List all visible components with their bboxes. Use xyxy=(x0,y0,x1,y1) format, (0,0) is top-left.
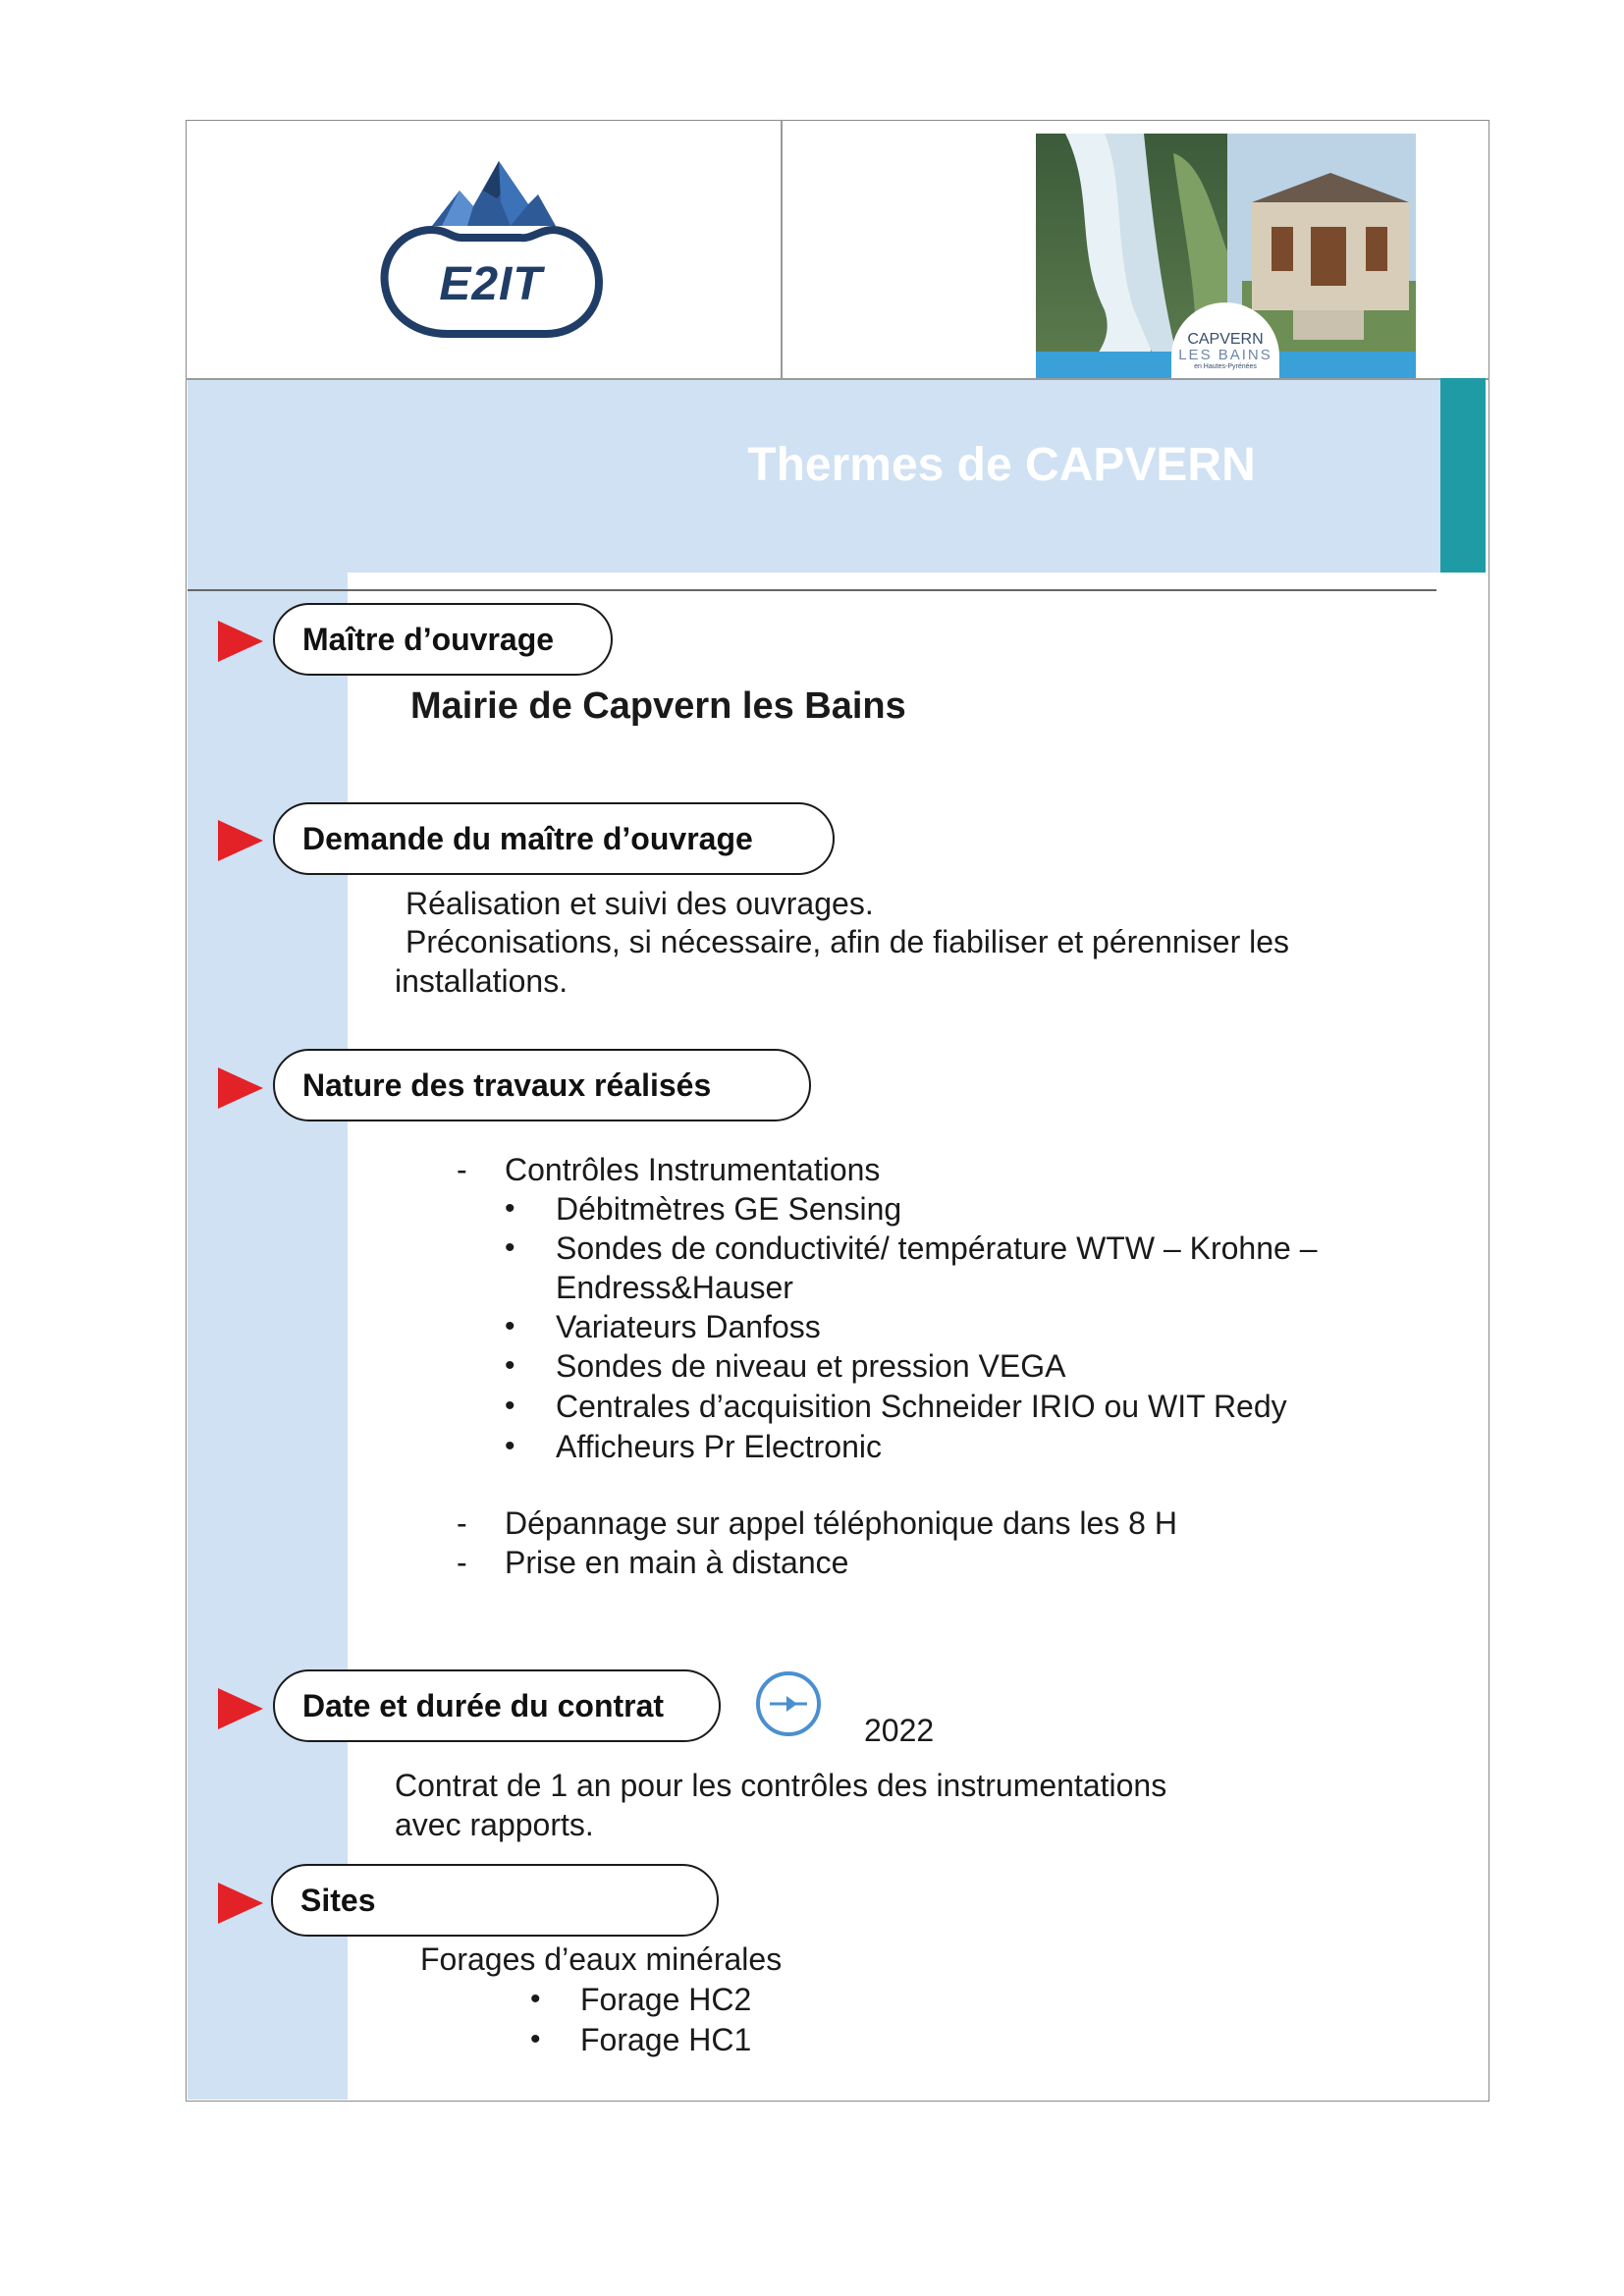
demande-line-1: Réalisation et suivi des ouvrages. xyxy=(406,886,874,921)
site-item: Forage HC2 xyxy=(580,1982,752,2017)
demande-line-2: Préconisations, si nécessaire, afin de fiabiliser et pérenniser les xyxy=(406,924,1290,959)
section-maitre-label: Maître d’ouvrage xyxy=(273,603,613,676)
arrow-circle-icon xyxy=(754,1669,823,1738)
list-bullet: • xyxy=(505,1310,515,1342)
section-rule xyxy=(188,589,1436,591)
nature-subitem: Débitmètres GE Sensing xyxy=(556,1191,902,1227)
nature-subitem: Sondes de conductivité/ température WTW – Krohne – xyxy=(556,1230,1318,1266)
nature-subitem: Afficheurs Pr Electronic xyxy=(556,1429,882,1464)
site-item: Forage HC1 xyxy=(580,2022,752,2057)
date-line-2: avec rapports. xyxy=(395,1807,594,1842)
section-date-label: Date et durée du contrat xyxy=(273,1669,721,1742)
section-marker-arrow xyxy=(218,1688,263,1729)
list-dash: - xyxy=(457,1505,467,1541)
nature-item-2: Dépannage sur appel téléphonique dans les 8 H xyxy=(505,1505,1177,1541)
list-bullet: • xyxy=(505,1349,515,1382)
e2it-logo xyxy=(373,147,609,354)
section-marker-arrow xyxy=(218,1067,263,1109)
sites-heading: Forages d’eaux minérales xyxy=(420,1941,783,1977)
nature-subitem: Centrales d’acquisition Schneider IRIO ou WIT Redy xyxy=(556,1389,1287,1424)
nature-item-3: Prise en main à distance xyxy=(505,1545,849,1580)
title-band-accent xyxy=(1440,378,1486,573)
list-bullet: • xyxy=(505,1430,515,1462)
nature-subitem: Variateurs Danfoss xyxy=(556,1309,821,1344)
contract-year: 2022 xyxy=(864,1713,935,1748)
list-bullet: • xyxy=(530,2023,541,2055)
nature-subitem-continued: Endress&Hauser xyxy=(556,1270,793,1305)
date-line-1: Contrat de 1 an pour les contrôles des instrumentations xyxy=(395,1768,1167,1803)
nature-item-1: Contrôles Instrumentations xyxy=(505,1152,881,1187)
mountain-cloud-icon xyxy=(373,147,609,354)
maitre-value: Mairie de Capvern les Bains xyxy=(410,685,906,727)
nature-subitem: Sondes de niveau et pression VEGA xyxy=(556,1348,1066,1384)
header-divider xyxy=(781,120,783,378)
list-bullet: • xyxy=(505,1192,515,1225)
logo-text: E2IT xyxy=(439,258,543,310)
badge-line-2: LES BAINS xyxy=(1178,347,1272,363)
section-sites-label: Sites xyxy=(271,1864,719,1937)
page-title: Thermes de CAPVERN xyxy=(747,439,1256,491)
list-bullet: • xyxy=(505,1231,515,1264)
list-bullet: • xyxy=(530,1983,541,2015)
list-dash: - xyxy=(457,1545,467,1580)
list-bullet: • xyxy=(505,1390,515,1422)
demande-line-3: installations. xyxy=(395,963,568,999)
list-dash: - xyxy=(457,1152,467,1187)
section-nature-label: Nature des travaux réalisés xyxy=(273,1049,811,1121)
section-marker-arrow xyxy=(218,1883,263,1924)
section-demande-label: Demande du maître d’ouvrage xyxy=(273,802,835,875)
section-marker-arrow xyxy=(218,621,263,662)
badge-line-1: CAPVERN xyxy=(1187,331,1264,348)
section-marker-arrow xyxy=(218,820,263,861)
badge-line-3: en Hautes-Pyrénées xyxy=(1194,363,1257,370)
capvern-photo xyxy=(1036,134,1416,379)
